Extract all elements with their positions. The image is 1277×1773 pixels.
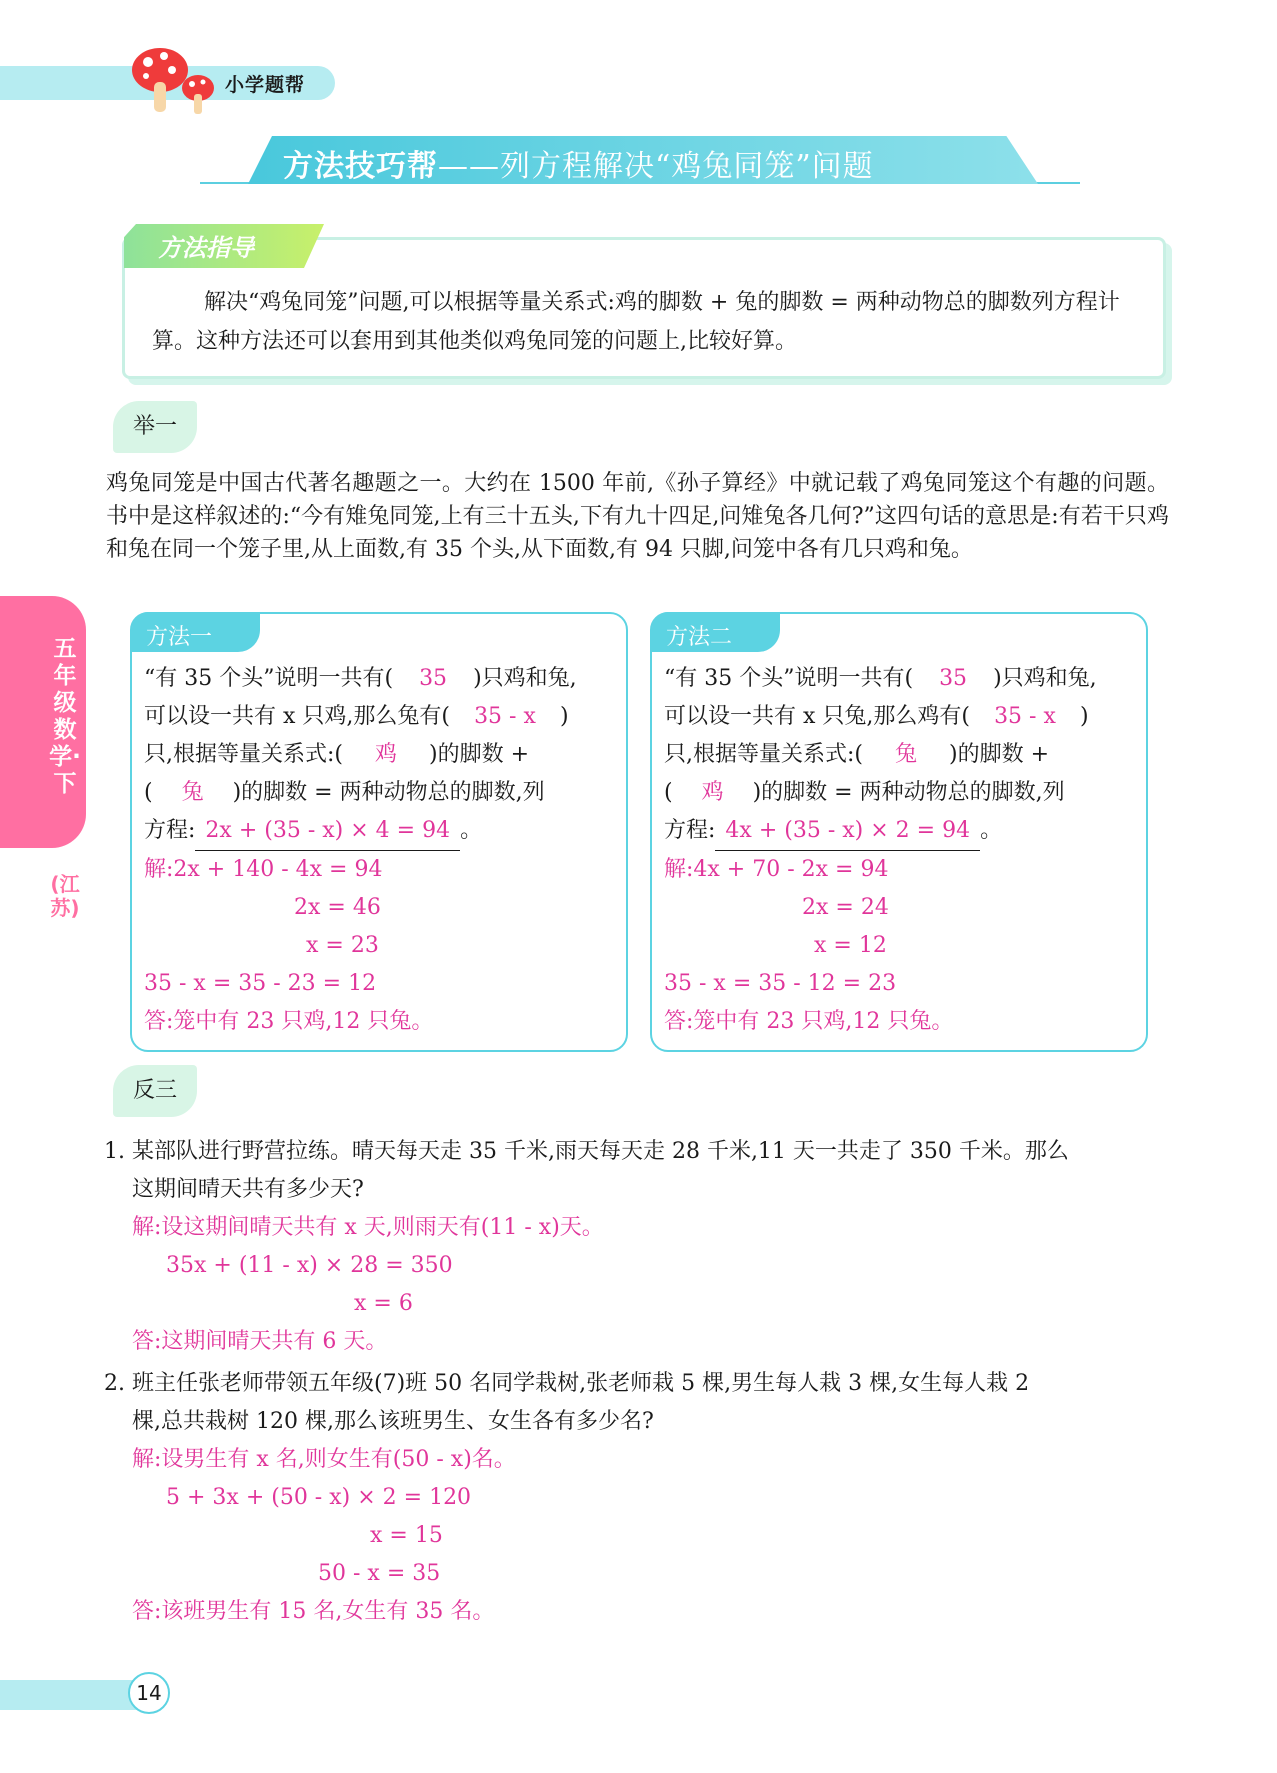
method1-step3: x = 23	[306, 933, 379, 958]
method2-blank1: 35	[939, 666, 968, 691]
method2-line2: 可以设一共有 x 只兔,那么鸡有( 35 - x )	[664, 698, 1097, 736]
method1-line2: 可以设一共有 x 只鸡,那么兔有( 35 - x )	[144, 698, 577, 736]
title-main: 方法技巧帮	[283, 149, 438, 184]
method-guide-text: 解决“鸡兔同笼”问题,可以根据等量关系式:鸡的脚数 + 兔的脚数 = 两种动物总的脚数列方程计算。这种方法还可以套用到其他类似鸡兔同笼的问题上,比较好算。	[152, 290, 1120, 354]
method2-answer: 答:笼中有 23 只鸡,12 只兔。	[664, 1009, 954, 1034]
method1-step4: 35 - x = 35 - 23 = 12	[144, 971, 377, 996]
method-guide-label: 方法指导	[158, 234, 254, 262]
method1-step1: 解:2x + 140 - 4x = 94	[144, 857, 383, 882]
method1-line3: 只,根据等量关系式:( 鸡 )的脚数 +	[144, 736, 577, 774]
method2-content	[664, 660, 1097, 1041]
method1-label: 方法一	[146, 625, 213, 650]
side-grade-label: 五年级数学·下	[49, 636, 81, 797]
page-title	[283, 141, 874, 185]
method1-blank2: 35 - x	[474, 704, 536, 729]
mushroom-icon	[128, 46, 218, 118]
side-region-label: (江苏)	[50, 872, 80, 920]
title-subtitle: 列方程解决“鸡兔同笼”问题	[500, 149, 874, 184]
question2-line1: 2. 班主任张老师带领五年级(7)班 50 名同学栽树,张老师栽 5 棵,男生每人栽 3 棵,女生每人栽 2	[104, 1371, 1030, 1396]
example-text: 鸡兔同笼是中国古代著名趣题之一。大约在 1500 年前,《孙子算经》中就记载了鸡兔同笼这个有趣的问题。书中是这样叙述的:“今有雉兔同笼,上有三十五头,下有九十四足,问雉兔各几何?”这四句话的意思是:有若干只鸡和兔在同一个笼子里,从上面数,有 35 个头,从下面数,有 94 只脚,问笼中各有几只鸡和兔。	[106, 471, 1169, 562]
method1-blank3: 鸡	[374, 742, 397, 767]
question2-answer-solution: x = 15	[370, 1523, 443, 1548]
question1-answer-equation: 35x + (11 - x) × 28 = 350	[166, 1253, 453, 1278]
question1-answer-setup: 解:设这期间晴天共有 x 天,则雨天有(11 - x)天。	[132, 1215, 604, 1240]
method1-content	[144, 660, 577, 1041]
question2-answer-equation: 5 + 3x + (50 - x) × 2 = 120	[166, 1485, 472, 1510]
question2-answer-girls: 50 - x = 35	[318, 1561, 441, 1586]
method2-blank4: 鸡	[701, 780, 724, 805]
method2-blank3: 兔	[894, 742, 917, 767]
method2-label: 方法二	[666, 625, 733, 650]
method1-answer: 答:笼中有 23 只鸡,12 只兔。	[144, 1009, 434, 1034]
method2-equation: 4x + (35 - x) × 2 = 94	[715, 812, 980, 851]
section-label-example: 举一	[113, 401, 197, 453]
method1-line4: ( 兔 )的脚数 = 两种动物总的脚数,列	[144, 774, 577, 812]
method2-step4: 35 - x = 35 - 12 = 23	[664, 971, 897, 996]
method2-line3: 只,根据等量关系式:( 兔 )的脚数 +	[664, 736, 1097, 774]
question1-line1: 1. 某部队进行野营拉练。晴天每天走 35 千米,雨天每天走 28 千米,11 天一共走了 350 千米。那么	[104, 1139, 1069, 1164]
question2-answer-final: 答:该班男生有 15 名,女生有 35 名。	[132, 1599, 495, 1624]
page-number: 14	[128, 1672, 170, 1714]
question1-answer-final: 答:这期间晴天共有 6 天。	[132, 1329, 388, 1354]
title-dash: ——	[438, 149, 500, 184]
method1-blank4: 兔	[181, 780, 204, 805]
method2-step1: 解:4x + 70 - 2x = 94	[664, 857, 889, 882]
question-1	[104, 1133, 1174, 1361]
method2-line5: 方程: 4x + (35 - x) × 2 = 94 。	[664, 812, 1097, 851]
method1-step2: 2x = 46	[294, 895, 381, 920]
method2-line1: “有 35 个头”说明一共有( 35 )只鸡和兔,	[664, 660, 1097, 698]
footer-bar	[0, 1680, 140, 1710]
brand-name: 小学题帮	[225, 74, 306, 96]
method1-line5: 方程: 2x + (35 - x) × 4 = 94 。	[144, 812, 577, 851]
method2-line4: ( 鸡 )的脚数 = 两种动物总的脚数,列	[664, 774, 1097, 812]
question1-answer-solution: x = 6	[354, 1291, 413, 1316]
question-2	[104, 1365, 1174, 1631]
method1-equation: 2x + (35 - x) × 4 = 94	[195, 812, 460, 851]
method1-line1: “有 35 个头”说明一共有( 35 )只鸡和兔,	[144, 660, 577, 698]
method1-blank1: 35	[419, 666, 448, 691]
section-label-practice: 反三	[113, 1065, 197, 1117]
method2-step2: 2x = 24	[802, 895, 889, 920]
question1-line2: 这期间晴天共有多少天?	[132, 1177, 364, 1202]
method2-blank2: 35 - x	[994, 704, 1056, 729]
question2-answer-setup: 解:设男生有 x 名,则女生有(50 - x)名。	[132, 1447, 516, 1472]
method2-step3: x = 12	[814, 933, 887, 958]
question2-line2: 棵,总共栽树 120 棵,那么该班男生、女生各有多少名?	[132, 1409, 654, 1434]
